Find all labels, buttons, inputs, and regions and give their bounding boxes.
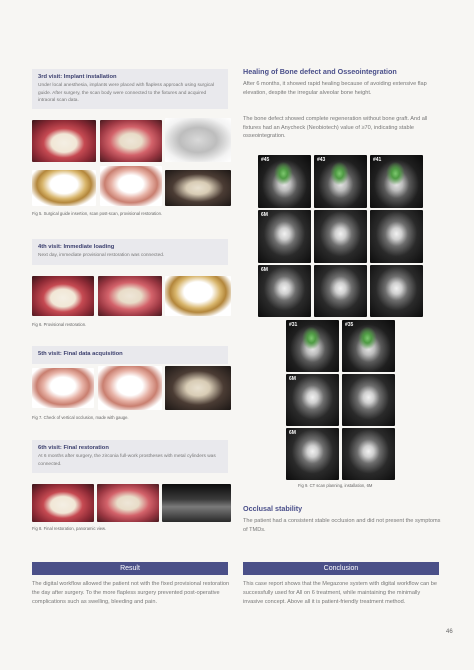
step-text-visit4: Next day, immediate provisional restoration was connected. [38, 253, 165, 259]
step-box-visit6 [32, 440, 228, 473]
ct-month-label-row3: 6M [261, 267, 268, 273]
step-box-visit3 [32, 69, 228, 109]
ct-41-plan [370, 155, 423, 208]
ct-43-plan [314, 155, 367, 208]
text-conclusion: This case report shows that the Megazone system with digital workflow can be successfully used for All on 6 treatment, while maintaining the minimally invasive concept. Above all it is patient-friendly treatment method. [243, 581, 438, 605]
ct-41-6m [370, 265, 423, 317]
text-healing-2: The bone defect showed complete regeneration without bone graft. And all fixtures had an Anycheck (Neobiotech) value of ≥70, indicating stable osseointegration. [243, 116, 428, 140]
photo-framework [165, 276, 231, 316]
heading-healing: Healing of Bone defect and Osseointegration [243, 67, 397, 76]
ct-month-label-lower-row3: 6M [289, 430, 296, 436]
caption-fig8: Fig 8. Final restoration, panoramic view. [32, 526, 107, 531]
ct-41-install [370, 210, 423, 263]
photo-final-upper [97, 484, 159, 522]
photo-panoramic-xray [162, 484, 231, 522]
caption-fig9: Fig 9. CT scan planning, installation, 6M [298, 483, 373, 488]
caption-fig5: Fig 5. Surgical guide insertion, scan post-scan, provisional restoration. [32, 211, 163, 216]
ct-label-41: #41 [373, 157, 382, 163]
ct-35-6m [342, 428, 395, 480]
step-title-visit3: 3rd visit: Implant installation [38, 74, 117, 80]
step-text-visit6: At 6 months after surgery, the zirconia full-work prostheses with metal cylinders was connected. [38, 454, 216, 467]
photo-provisional [165, 170, 231, 206]
ct-35-install [342, 374, 395, 426]
ct-45-plan [258, 155, 311, 208]
ct-31-install [286, 374, 339, 426]
ct-31-6m [286, 428, 339, 480]
photo-surgical-guide [100, 120, 162, 162]
step-text-visit3: Under local anesthesia, implants were placed with flapless approach using surgical guide. After surgery, the scan body were connected to the fixtures and acquired intraoral scan data. [38, 83, 214, 103]
section-bar-conclusion: Conclusion [243, 562, 439, 575]
ct-35-plan [342, 320, 395, 372]
ct-31-plan [286, 320, 339, 372]
photo-upper-provisional [98, 276, 162, 316]
ct-label-31: #31 [289, 322, 298, 328]
photo-final-smile [32, 484, 94, 522]
ct-43-install [314, 210, 367, 263]
photo-arch-upper [32, 170, 96, 206]
photo-smile-provisional [32, 276, 94, 316]
section-bar-result: Result [32, 562, 228, 575]
text-healing-1: After 6 months, it showed rapid healing because of avoiding extensive flap elevation, despite the irregular alveolar bone height. [243, 81, 427, 96]
photo-scan-model [165, 118, 231, 162]
ct-month-label-lower-row2: 6M [289, 376, 296, 382]
ct-label-45: #45 [261, 157, 270, 163]
ct-45-6m [258, 265, 311, 317]
photo-arch-lower [100, 166, 162, 206]
ct-label-43: #43 [317, 157, 326, 163]
photo-denture-base [32, 368, 94, 408]
heading-occlusal: Occlusal stability [243, 504, 303, 513]
text-occlusal: The patient had a consistent stable occlusion and did not present the symptoms of TMDs. [243, 518, 441, 533]
step-title-visit6: 6th visit: Final restoration [38, 445, 109, 451]
photo-articulator [165, 366, 231, 410]
photo-intraoral-front [32, 120, 96, 162]
caption-fig6: Fig 6. Provisional restoration. [32, 322, 87, 327]
caption-fig7: Fig 7. Check of vertical occlusion, made with gauge. [32, 415, 129, 420]
ct-45-install [258, 210, 311, 263]
ct-month-label-row2: 6M [261, 212, 268, 218]
text-result: The digital workflow allowed the patient not with the fixed provisional restoration the day after surgery. To the more flapless surgery prevented post-operative complications such as swelling, bleeding and pain. [32, 581, 230, 605]
ct-label-35: #35 [345, 322, 354, 328]
ct-43-6m [314, 265, 367, 317]
step-box-visit5 [32, 346, 228, 364]
step-title-visit4: 4th visit: Immediate loading [38, 244, 115, 250]
page-number: 46 [446, 629, 453, 635]
photo-trial-denture [98, 366, 162, 410]
step-title-visit5: 5th visit: Final data acquisition [38, 351, 123, 357]
step-box-visit4 [32, 239, 228, 265]
